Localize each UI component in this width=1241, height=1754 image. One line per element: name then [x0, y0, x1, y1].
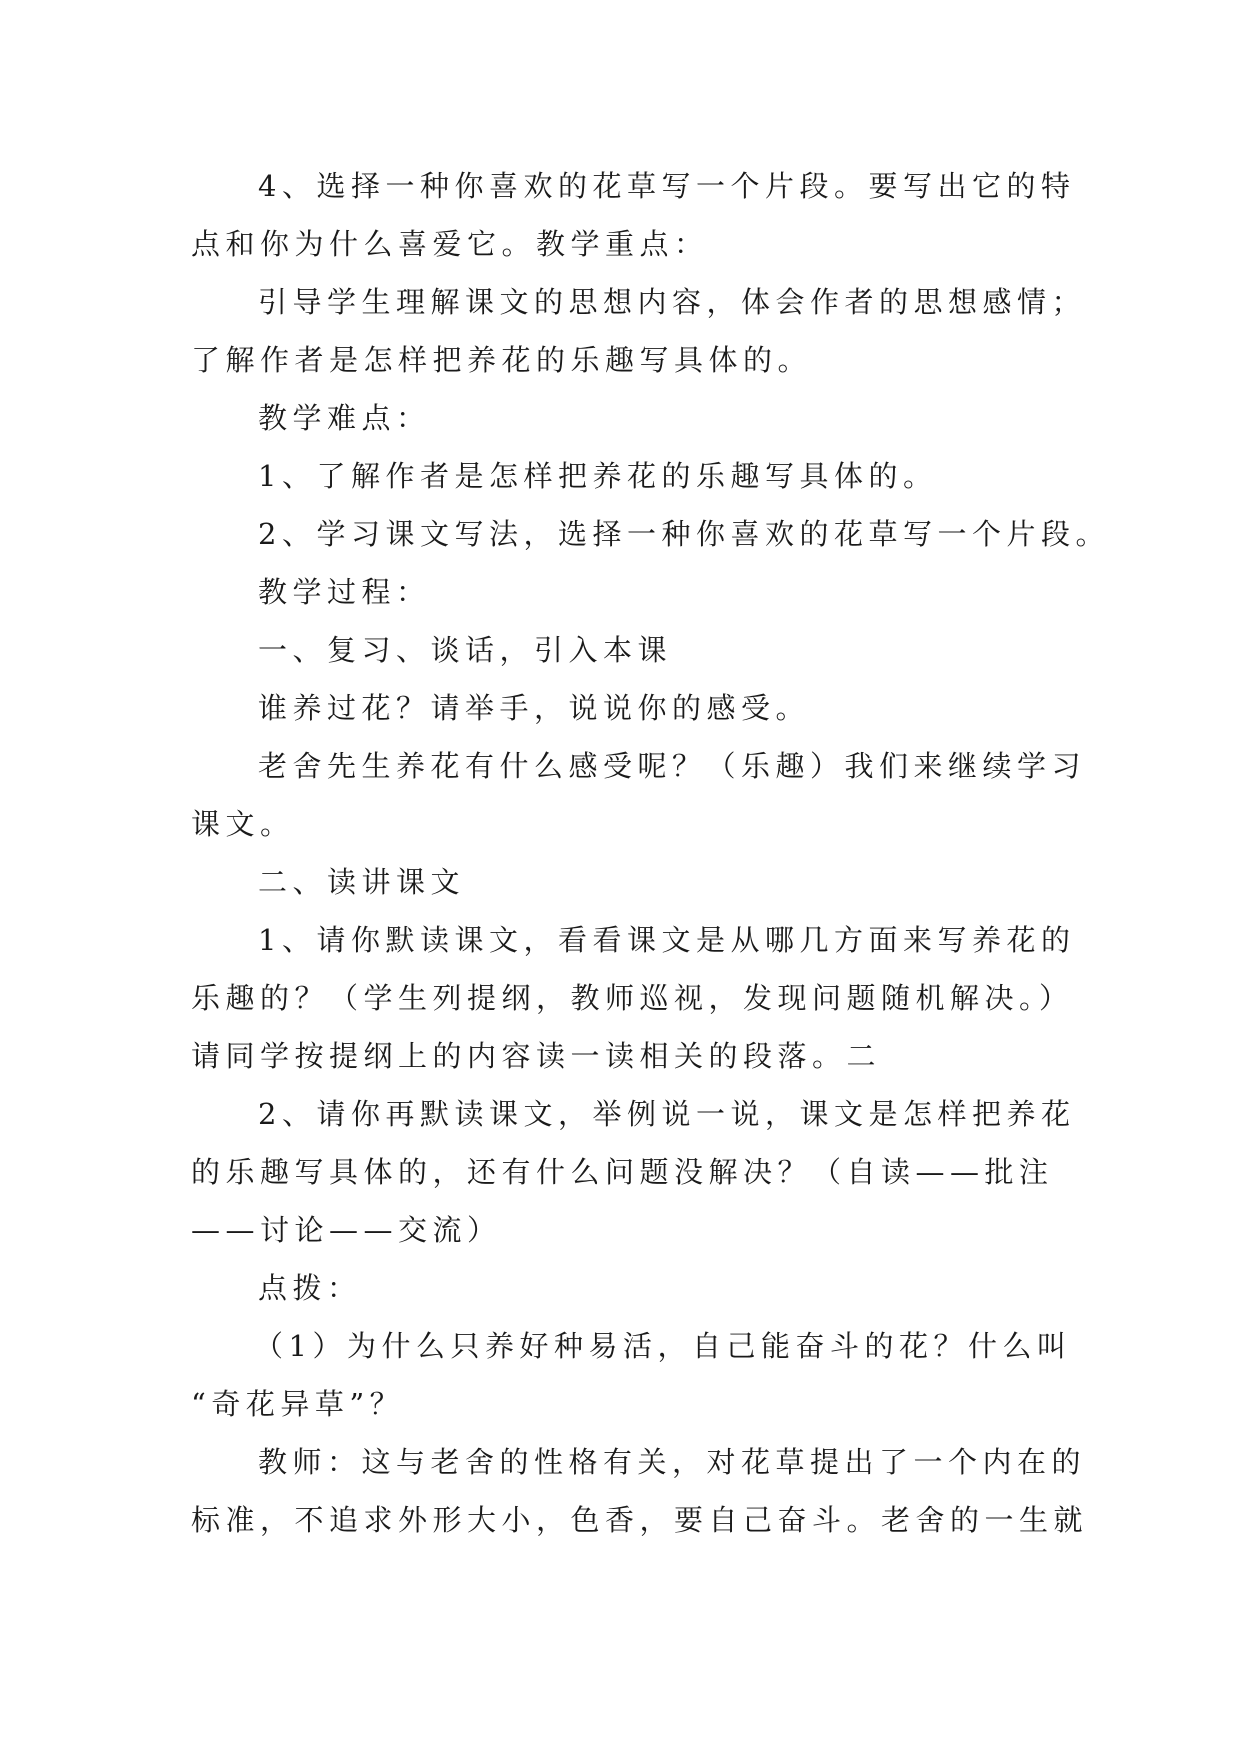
text-line: 引导学生理解课文的思想内容，体会作者的思想感情；	[258, 285, 1087, 319]
text-line: 的乐趣写具体的，还有什么问题没解决？（自读——批注	[191, 1155, 1054, 1189]
text-line: 谁养过花？请举手，说说你的感受。	[258, 691, 811, 725]
text-line: 点和你为什么喜爱它。教学重点：	[191, 227, 709, 261]
text-line: 教学过程：	[258, 575, 431, 609]
text-line: 二、读讲课文	[258, 865, 466, 899]
text-line: 教学难点：	[258, 401, 431, 435]
text-line: 标准，不追求外形大小，色香，要自己奋斗。老舍的一生就	[191, 1503, 1089, 1537]
text-line: “奇花异草”？	[191, 1387, 405, 1421]
text-line: 课文。	[191, 807, 295, 841]
text-line: 2、请你再默读课文，举例说一说，课文是怎样把养花	[258, 1097, 1076, 1131]
text-line: 1、了解作者是怎样把养花的乐趣写具体的。	[258, 459, 938, 493]
text-line: 点拨：	[258, 1271, 362, 1305]
text-line: 乐趣的？（学生列提纲，教师巡视，发现问题随机解决。）	[191, 981, 1074, 1015]
text-line: 4、选择一种你喜欢的花草写一个片段。要写出它的特	[258, 169, 1076, 203]
text-line: 老舍先生养花有什么感受呢？（乐趣）我们来继续学习	[258, 749, 1087, 783]
text-line: ——讨论——交流）	[191, 1213, 502, 1247]
text-line: 2、学习课文写法，选择一种你喜欢的花草写一个片段。	[258, 517, 1110, 551]
text-line: 请同学按提纲上的内容读一读相关的段落。二	[191, 1039, 882, 1073]
text-line: （1）为什么只养好种易活，自己能奋斗的花？什么叫	[254, 1329, 1072, 1363]
text-line: 教师：这与老舍的性格有关，对花草提出了一个内在的	[258, 1445, 1087, 1479]
text-line: 一、复习、谈话，引入本课	[258, 633, 673, 667]
text-line: 了解作者是怎样把养花的乐趣写具体的。	[191, 343, 813, 377]
text-line: 1、请你默读课文，看看课文是从哪几方面来写养花的	[258, 923, 1076, 957]
